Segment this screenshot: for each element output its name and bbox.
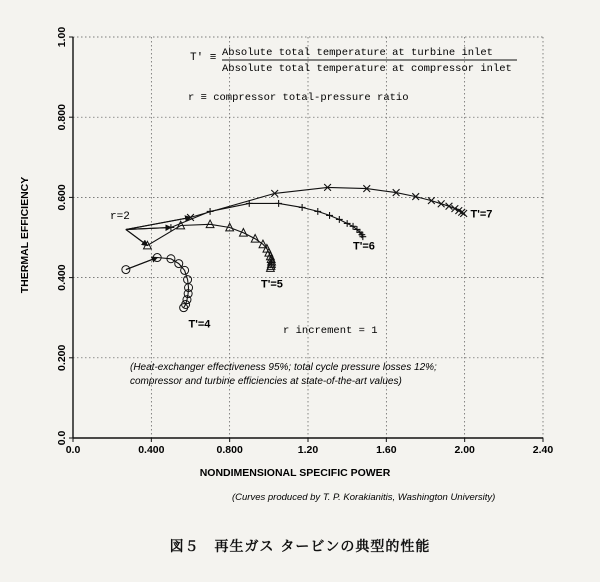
series-label: T'=5 [261,278,283,291]
data-point-cross [428,197,435,204]
data-point-plus [326,212,333,219]
y-tick-label: 0.200 [56,344,68,371]
assumptions-line-2: compressor and turbine efficiencies at state-of-the-art values) [130,376,402,387]
credit-note: (Curves produced by T. P. Korakianitis, Washington University) [232,492,496,503]
assumptions-line-1: (Heat-exchanger effectiveness 95%; total cycle pressure losses 12%; [130,362,437,373]
y-tick-label: 1.00 [56,26,68,48]
series-3 [126,200,375,253]
y-tick-label: 0.600 [56,184,68,211]
tprime-symbol: T' ≡ [190,52,217,64]
tprime-numerator: Absolute total temperature at turbine inlet [222,47,493,59]
r-definition: r ≡ compressor total-pressure ratio [188,92,409,104]
data-point-plus [344,220,351,227]
series-start-arrow [126,229,148,245]
x-tick-label: 2.40 [532,444,554,456]
data-point-plus [336,216,343,223]
series-start-arrow [126,258,157,270]
x-tick-label: 2.00 [454,444,475,456]
data-point-cross [438,200,445,207]
x-tick-label: 0.400 [138,444,165,456]
series-label: T'=4 [188,318,211,331]
series-1 [122,254,211,331]
series-label: T'=7 [470,208,493,221]
data-point-plus [314,208,321,215]
series-2 [126,220,283,291]
y-tick-label: 0.400 [56,264,68,291]
x-tick-label: 1.20 [297,444,319,456]
data-point-plus [275,200,282,207]
r-increment-label: r increment = 1 [283,325,378,337]
data-point-plus [299,204,306,211]
series-group [122,184,493,331]
series-4 [126,184,493,230]
y-tick-label: 0.800 [56,104,68,131]
series-line [126,203,363,236]
x-axis-title: NONDIMENSIONAL SPECIFIC POWER [199,467,391,479]
series-line [126,258,189,308]
x-tick-label: 0.800 [216,444,243,456]
x-tick-label: 0.0 [65,444,81,456]
series-label: T'=6 [353,240,375,253]
y-tick-label: 0.0 [56,430,68,446]
y-axis-title: THERMAL EFFICIENCY [19,176,31,294]
r-start-label: r=2 [110,211,130,223]
figure-caption: 図５ 再生ガス タービンの典型的性能 [169,539,431,555]
x-tick-label: 1.60 [376,444,397,456]
data-point-cross [446,203,453,210]
tprime-denominator: Absolute total temperature at compressor inlet [222,63,512,75]
